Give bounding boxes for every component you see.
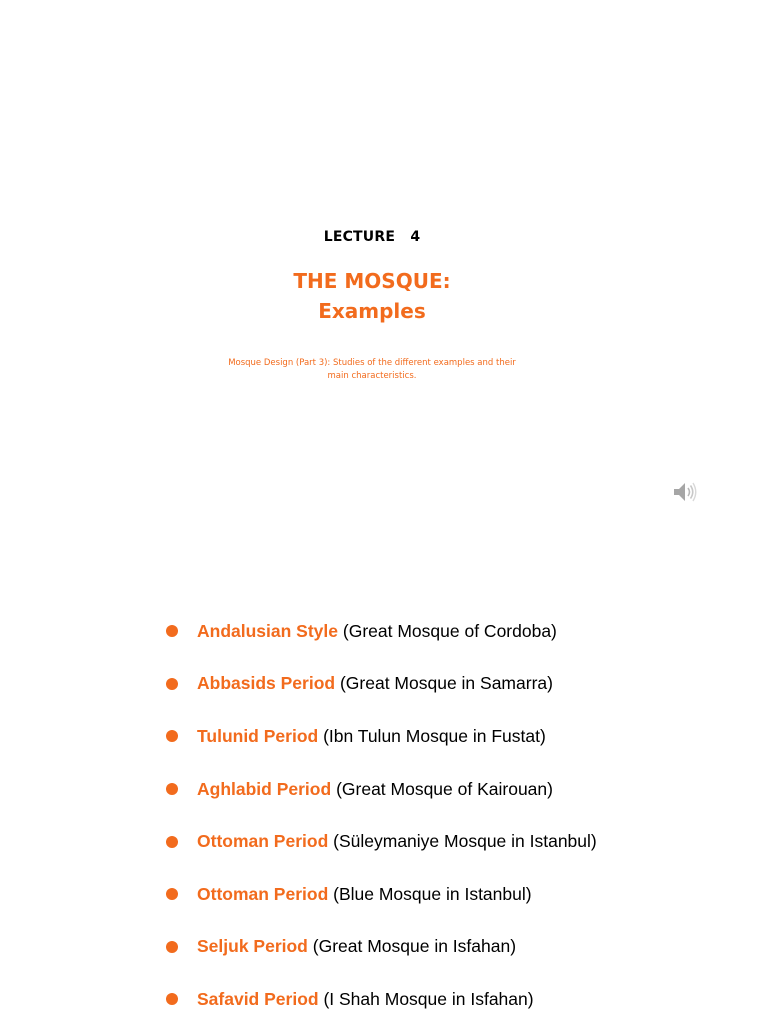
mosque-label: (Ibn Tulun Mosque in Fustat): [323, 725, 546, 746]
list-item-text: [197, 621, 557, 642]
list-item-text: [197, 831, 597, 852]
bullet-icon: [166, 783, 178, 795]
list-item-text: [197, 936, 516, 957]
title-line-1: THE MOSQUE:: [293, 269, 451, 293]
bullet-icon: [166, 625, 178, 637]
period-label: Tulunid Period: [197, 725, 319, 746]
mosque-label: (I Shah Mosque in Isfahan): [323, 988, 534, 1009]
period-label: Ottoman Period: [197, 831, 329, 852]
period-label: Abbasids Period: [197, 673, 336, 694]
list-item-text: [197, 673, 553, 694]
list-item-text: [197, 726, 546, 747]
period-label: Seljuk Period: [197, 936, 308, 957]
list-item: [0, 763, 768, 816]
period-label: Safavid Period: [197, 988, 319, 1009]
speaker-icon-graphic: [672, 480, 698, 504]
bullet-icon: [166, 941, 178, 953]
speaker-icon[interactable]: [672, 480, 698, 504]
mosque-label: (Blue Mosque in Istanbul): [333, 883, 532, 904]
list-item: [0, 605, 768, 658]
examples-list: [0, 605, 768, 1026]
lecture-label: LECTURE 4: [323, 229, 421, 245]
bullet-icon: [166, 836, 178, 848]
bullet-icon: [166, 730, 178, 742]
list-item: [0, 815, 768, 868]
title-line-2: Examples: [318, 299, 426, 323]
bullet-icon: [166, 993, 178, 1005]
list-item: [0, 921, 768, 974]
page-title: [0, 266, 744, 326]
slide-subtitle: Mosque Design (Part 3): Studies of the different examples and their main characteristics.: [228, 358, 516, 381]
list-item: [0, 658, 768, 711]
mosque-label: (Great Mosque in Isfahan): [312, 936, 517, 957]
mosque-label: (Great Mosque of Cordoba): [342, 620, 557, 641]
mosque-label: (Great Mosque of Kairouan): [336, 778, 553, 799]
list-item-text: [197, 884, 532, 905]
period-label: Aghlabid Period: [197, 778, 332, 799]
bullet-icon: [166, 678, 178, 690]
mosque-label: (Great Mosque in Samarra): [339, 673, 553, 694]
list-item-text: [197, 779, 553, 800]
list-item: [0, 973, 768, 1026]
period-label: Ottoman Period: [197, 883, 329, 904]
list-item-text: [197, 989, 534, 1010]
list-item: [0, 710, 768, 763]
period-label: Andalusian Style: [197, 620, 339, 641]
mosque-label: (Süleymaniye Mosque in Istanbul): [333, 831, 597, 852]
list-item: [0, 868, 768, 921]
bullet-icon: [166, 888, 178, 900]
